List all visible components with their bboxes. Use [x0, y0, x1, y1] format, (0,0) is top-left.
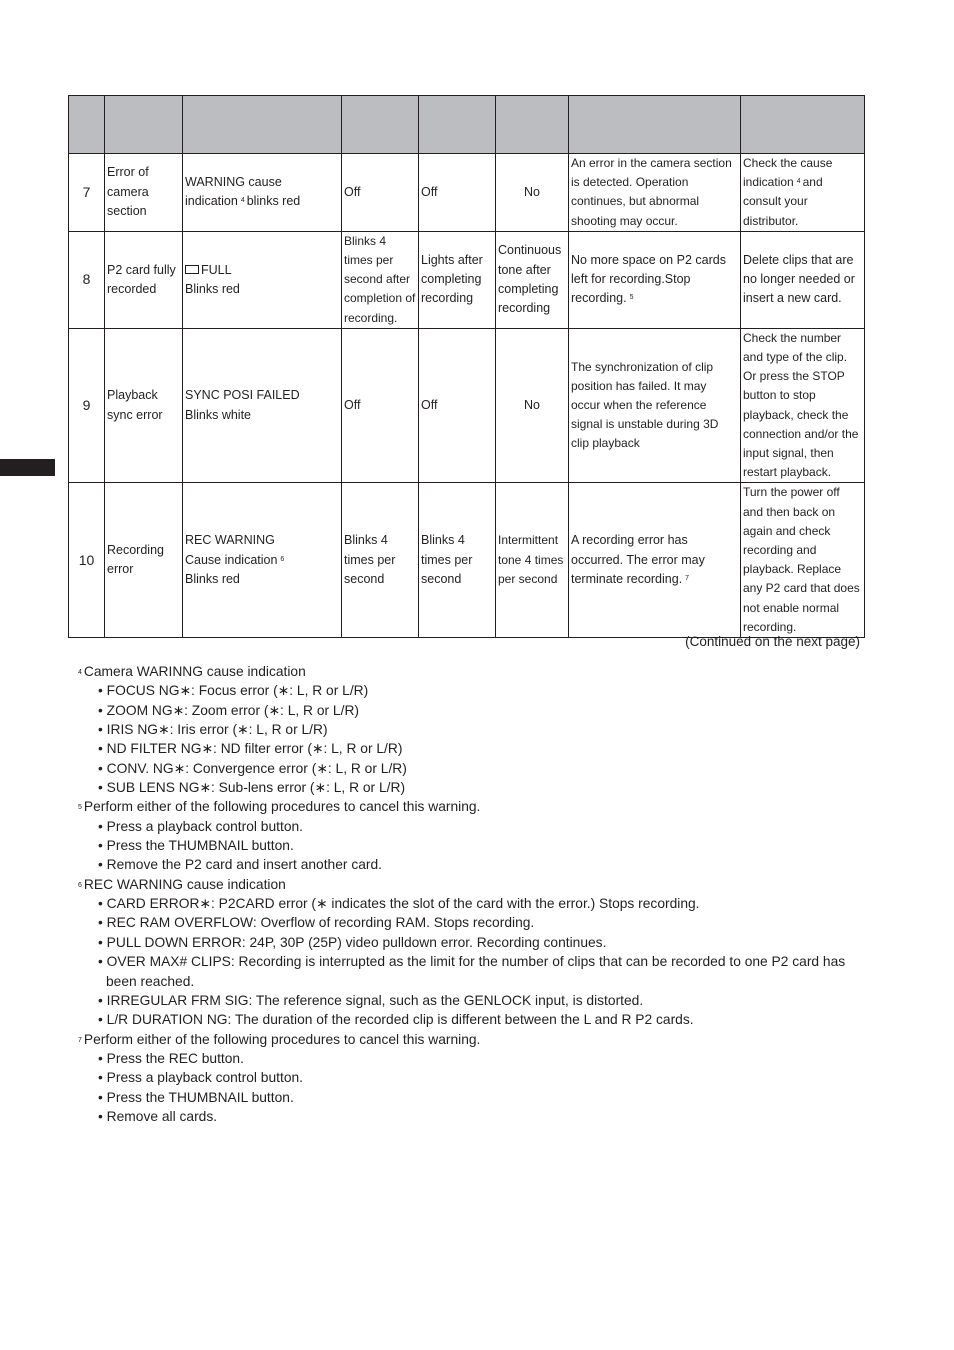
lamp-status-1: Off: [342, 328, 419, 483]
footnote-ref: 7: [685, 574, 690, 582]
list-item: • REC RAM OVERFLOW: Overflow of recording RAM. Stops recording.: [98, 915, 535, 931]
list-item-text: ND FILTER NG∗: ND filter error (∗: L, R or L/R): [106, 741, 403, 757]
row-number: 10: [69, 483, 105, 638]
list-item: • Press the REC button.: [98, 1050, 244, 1066]
footnote-ref: 5: [629, 294, 634, 302]
footnote-number: 7: [78, 1036, 82, 1044]
footnote-number: 6: [78, 881, 82, 889]
action: Delete clips that are no longer needed or insert a new card.: [741, 231, 865, 328]
warning-name: [105, 328, 183, 483]
lamp-status-2: Lights after completing recording: [419, 231, 496, 328]
warning-name-line: recorded: [107, 281, 157, 296]
display-indication: [183, 231, 342, 328]
description: [569, 483, 741, 638]
list-item-text: Remove the P2 card and insert another card.: [106, 857, 382, 873]
list-item: • OVER MAX# CLIPS: Recording is interrupted as the limit for the number of clips that can be recorded to one P2 card has been reached.: [98, 954, 846, 989]
description: The synchronization of clip position has failed. It may occur when the reference signal is unstable during 3D clip playback: [569, 328, 741, 483]
p2-card-icon: [185, 265, 199, 274]
list-item-text: Remove all cards.: [106, 1108, 218, 1124]
header-cell: [183, 96, 342, 154]
lamp-status-2: Off: [419, 154, 496, 232]
list-item-text: Press the THUMBNAIL button.: [106, 1089, 294, 1105]
header-cell: [69, 96, 105, 154]
warning-name-line: section: [107, 204, 147, 219]
row-number: 9: [69, 328, 105, 483]
list-item-text: ZOOM NG∗: Zoom error (∗: L, R or L/R): [106, 702, 359, 718]
list-item-text: PULL DOWN ERROR: 24P, 30P (25P) video pulldown error. Recording continues.: [106, 934, 607, 950]
warning-name-line: Playback: [107, 388, 158, 403]
header-cell: [496, 96, 569, 154]
alarm-tone: No: [496, 328, 569, 483]
action-text: Check the cause indication: [743, 156, 833, 190]
footnote-ref: 6: [280, 555, 285, 563]
table-row: [69, 483, 865, 638]
list-item-text: Press the REC button.: [106, 1050, 244, 1066]
lamp-status-1: Off: [342, 154, 419, 232]
header-cell: [569, 96, 741, 154]
action: [741, 154, 865, 232]
list-item: • IRREGULAR FRM SIG: The reference signal, such as the GENLOCK input, is distorted.: [98, 992, 644, 1008]
list-item-text: CARD ERROR∗: P2CARD error (∗ indicates the slot of the card with the error.) Stops recording.: [106, 896, 700, 912]
warning-name-line: P2 card fully: [107, 262, 176, 277]
lamp-status-1: Blinks 4 times per second: [342, 483, 419, 638]
footnote-heading: [78, 662, 868, 681]
list-item: • SUB LENS NG∗: Sub-lens error (∗: L, R or L/R): [98, 780, 406, 796]
lamp-status-1: Blinks 4 times per second after completion of recording.: [342, 231, 419, 328]
warning-name-line: error: [107, 562, 134, 577]
footnote-heading-text: Perform either of the following procedures to cancel this warning.: [83, 1031, 481, 1047]
list-item-text: IRREGULAR FRM SIG: The reference signal, such as the GENLOCK input, is distorted.: [106, 992, 644, 1008]
description: [569, 231, 741, 328]
list-item-text: Press a playback control button.: [106, 1070, 304, 1086]
table-row: [69, 154, 865, 232]
warning-name-line: Recording: [107, 542, 164, 557]
warning-name-line: sync error: [107, 407, 163, 422]
list-item: • ND FILTER NG∗: ND filter error (∗: L, R or L/R): [98, 741, 403, 757]
display-text: Blinks red: [185, 281, 240, 296]
warning-table: [68, 95, 865, 638]
list-item-text: CONV. NG∗: Convergence error (∗: L, R or L/R): [106, 760, 407, 776]
list-item: • Press a playback control button.: [98, 818, 304, 834]
list-item: • Press the THUMBNAIL button.: [98, 838, 294, 854]
warning-name-line: camera: [107, 184, 149, 199]
lamp-status-2: Off: [419, 328, 496, 483]
warning-name: [105, 483, 183, 638]
warning-name: [105, 154, 183, 232]
warning-name: [105, 231, 183, 328]
footnote-ref: 4: [240, 197, 245, 205]
list-item: • Press the THUMBNAIL button.: [98, 1089, 294, 1105]
list-item-text: OVER MAX# CLIPS: Recording is interrupted as the limit for the number of clips that can be recorded to one P2 card has been reached.: [106, 954, 846, 989]
list-item-text: L/R DURATION NG: The duration of the recorded clip is different between the L and R P2 cards.: [106, 1012, 694, 1028]
description: An error in the camera section is detected. Operation continues, but abnormal shooting may occur.: [569, 154, 741, 232]
warning-name-line: Error of: [107, 165, 149, 180]
description-text: No more space on P2 cards left for recording.Stop recording.: [571, 252, 726, 306]
row-number: 7: [69, 154, 105, 232]
list-item: • CARD ERROR∗: P2CARD error (∗ indicates the slot of the card with the error.) Stops recording.: [98, 896, 700, 912]
list-item: • Remove all cards.: [98, 1108, 218, 1124]
footnote-number: 5: [78, 804, 82, 812]
list-item: • CONV. NG∗: Convergence error (∗: L, R or L/R): [98, 760, 407, 776]
display-text: blinks red: [246, 194, 301, 209]
lamp-status-2: Blinks 4 times per second: [419, 483, 496, 638]
list-item: • IRIS NG∗: Iris error (∗: L, R or L/R): [98, 722, 328, 738]
list-item: • ZOOM NG∗: Zoom error (∗: L, R or L/R): [98, 702, 359, 718]
alarm-tone: Intermittent tone 4 times per second: [496, 483, 569, 638]
footnote-heading-text: Camera WARINNG cause indication: [83, 664, 306, 679]
table-header-row: [69, 96, 865, 154]
list-item-text: SUB LENS NG∗: Sub-lens error (∗: L, R or L/R): [106, 780, 406, 796]
footnote-heading-text: REC WARNING cause indication: [83, 876, 286, 892]
display-text: Blinks red: [185, 571, 240, 586]
list-item-text: FOCUS NG∗: Focus error (∗: L, R or L/R): [106, 683, 369, 699]
display-text: REC WARNING: [185, 533, 275, 548]
display-indication: [183, 328, 342, 483]
action: Check the number and type of the clip. Or press the STOP button to stop playback, check the connection and/or the input signal, then restart playback.: [741, 328, 865, 483]
alarm-tone: No: [496, 154, 569, 232]
section-tab-marker: [0, 459, 55, 476]
footnotes: [78, 662, 868, 1126]
header-cell: [419, 96, 496, 154]
footnote-heading-text: Perform either of the following procedures to cancel this warning.: [83, 799, 481, 815]
description-text: A recording error has occurred. The error may terminate recording.: [571, 533, 705, 586]
list-item: • FOCUS NG∗: Focus error (∗: L, R or L/R): [98, 683, 369, 699]
header-cell: [105, 96, 183, 154]
display-text: Cause indication: [185, 552, 278, 567]
footnote-heading: [78, 875, 868, 894]
list-item: • Press a playback control button.: [98, 1070, 304, 1086]
list-item-text: Press the THUMBNAIL button.: [106, 838, 294, 854]
display-indication: [183, 154, 342, 232]
display-text: indication: [185, 194, 238, 209]
display-text: Blinks white: [185, 407, 251, 422]
footnote-ref: 4: [796, 178, 801, 186]
header-cell: [342, 96, 419, 154]
list-item-text: Press a playback control button.: [106, 818, 304, 834]
display-text: WARNING cause: [185, 175, 282, 190]
alarm-tone: Continuous tone after completing recording: [496, 231, 569, 328]
list-item: • PULL DOWN ERROR: 24P, 30P (25P) video pulldown error. Recording continues.: [98, 934, 607, 950]
display-text: SYNC POSI FAILED: [185, 388, 300, 403]
list-item-text: REC RAM OVERFLOW: Overflow of recording RAM. Stops recording.: [106, 915, 535, 931]
continued-note: (Continued on the next page): [685, 634, 860, 649]
display-indication: [183, 483, 342, 638]
display-text: FULL: [201, 262, 232, 277]
table-row: [69, 231, 865, 328]
list-item: • Remove the P2 card and insert another card.: [98, 857, 382, 873]
row-number: 8: [69, 231, 105, 328]
list-item-text: IRIS NG∗: Iris error (∗: L, R or L/R): [106, 722, 328, 738]
header-cell: [741, 96, 865, 154]
table-row: [69, 328, 865, 483]
footnote-number: 4: [78, 669, 82, 676]
action-text: and consult your distributor.: [743, 175, 823, 228]
action: Turn the power off and then back on again and check recording and playback. Replace any P2 card that does not enable normal recording.: [741, 483, 865, 638]
footnote-heading: [78, 797, 868, 816]
footnote-heading: [78, 1030, 868, 1049]
list-item: • L/R DURATION NG: The duration of the recorded clip is different between the L and R P2 cards.: [98, 1012, 694, 1028]
